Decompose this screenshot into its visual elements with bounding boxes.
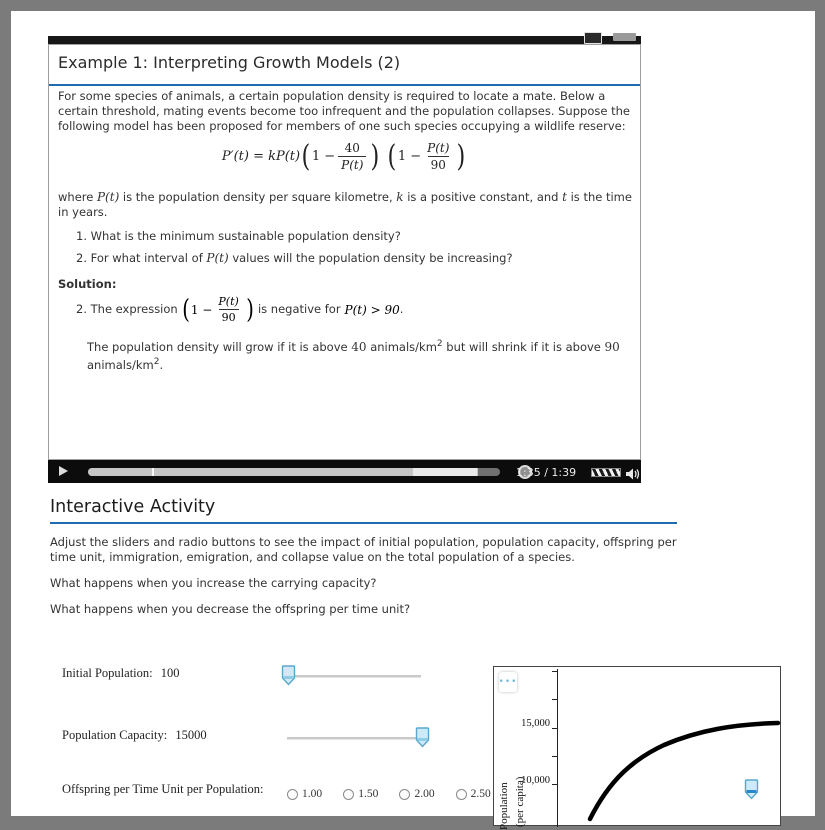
y-tick-label-15000: 15,000 bbox=[521, 718, 550, 729]
question-2: 2. For what interval of P(t) values will the population density be increasing? bbox=[76, 251, 513, 265]
chart-slider-handle[interactable] bbox=[744, 779, 759, 804]
activity-question-2: What happens when you decrease the offspring per time unit? bbox=[50, 602, 411, 616]
y-tick-label-10000: 10,000 bbox=[521, 775, 550, 786]
video-slide bbox=[48, 44, 641, 460]
activity-divider bbox=[50, 522, 677, 524]
video-player[interactable] bbox=[48, 36, 641, 483]
picture-in-picture-icon[interactable] bbox=[584, 32, 602, 44]
population-capacity-slider-handle[interactable] bbox=[415, 727, 430, 752]
activity-intro: Adjust the sliders and radio buttons to see the impact of initial population, population capacity, offspring per time unit, immigration, emigration, and collapse value on the total population of a species. bbox=[50, 535, 677, 564]
offspring-radio-label: Offspring per Time Unit per Population: bbox=[62, 782, 264, 796]
interactive-widget bbox=[11, 630, 815, 830]
paren-open: ( bbox=[301, 138, 311, 174]
population-capacity-value: 15000 bbox=[175, 728, 207, 742]
radio-option[interactable]: 1.00 bbox=[287, 788, 322, 800]
differential-equation bbox=[49, 138, 640, 174]
progress-buffer bbox=[413, 468, 477, 476]
population-capacity-label: Population Capacity: 15000 bbox=[62, 728, 207, 742]
radio-icon[interactable] bbox=[343, 789, 354, 800]
radio-icon[interactable] bbox=[456, 789, 467, 800]
formula-one-minus: 1 − bbox=[397, 149, 422, 164]
radio-icon[interactable] bbox=[287, 789, 298, 800]
fraction-40-over-pt: $\frac{40}{P(t)}$ bbox=[338, 141, 366, 172]
growth-curve bbox=[494, 667, 780, 825]
speaker-icon[interactable] bbox=[626, 465, 640, 484]
activity-question-1: What happens when you increase the carrying capacity? bbox=[50, 576, 377, 590]
initial-population-slider[interactable] bbox=[287, 675, 421, 678]
population-chart[interactable] bbox=[493, 666, 781, 830]
problem-statement: For some species of animals, a certain population density is required to locate a mate. Below a certain threshold, mating events become too infrequent and the population collapses. Suppose the following model has been proposed for members of one such species occupying a wildlife reserve: bbox=[58, 89, 630, 133]
time-display: 1:35 / 1:39 bbox=[516, 466, 577, 479]
radio-option[interactable]: 2.00 bbox=[399, 788, 434, 800]
radio-option[interactable]: 1.50 bbox=[343, 788, 378, 800]
paren-close: ) bbox=[370, 138, 380, 174]
progress-bar[interactable] bbox=[88, 468, 500, 476]
solution-paragraph: The population density will grow if it is above 40 animals/$km^2$ but will shrink if it is above 90 animals/$km^2$. bbox=[87, 339, 620, 372]
formula-lhs: P′(t) = kP(t) bbox=[221, 149, 301, 164]
fraction-pt-over-90: $\frac{P(t)}{90}$ bbox=[218, 295, 239, 324]
model-description: where P(t) is the population density per square kilometre, k is a positive constant, and t is the time in years. bbox=[58, 190, 632, 219]
fraction-pt-over-90: $\frac{P(t)}{90}$ bbox=[427, 141, 450, 172]
solution-label: Solution: bbox=[58, 277, 117, 291]
paren-open: ( bbox=[181, 294, 190, 325]
initial-population-value: 100 bbox=[160, 666, 180, 680]
radio-option[interactable]: 2.50 bbox=[456, 788, 491, 800]
paren-close: ) bbox=[456, 138, 466, 174]
formula-one-minus: 1 − bbox=[311, 149, 336, 164]
page bbox=[11, 11, 815, 830]
title-divider bbox=[49, 84, 640, 86]
radio-icon[interactable] bbox=[399, 789, 410, 800]
population-capacity-slider[interactable] bbox=[287, 737, 421, 740]
initial-population-label: Initial Population: 100 bbox=[62, 666, 180, 680]
offspring-radio-group bbox=[287, 782, 507, 801]
fullscreen-icon[interactable] bbox=[613, 33, 636, 41]
paren-open: ( bbox=[387, 138, 397, 174]
solution-step-2: 2. The expression ( 1 − $\frac{P(t)}{90}$ ) is negative for P(t) > 90 . bbox=[76, 294, 404, 325]
initial-population-slider-handle[interactable] bbox=[281, 665, 296, 690]
video-control-bar bbox=[48, 460, 641, 483]
paren-close: ) bbox=[246, 294, 254, 325]
chart-options-button[interactable]: ••• bbox=[499, 672, 517, 692]
progress-marker bbox=[152, 468, 154, 476]
question-1: 1. What is the minimum sustainable population density? bbox=[76, 229, 401, 243]
volume-slider[interactable] bbox=[591, 468, 621, 477]
slide-title: Example 1: Interpreting Growth Models (2) bbox=[58, 53, 401, 72]
y-axis-label-line1: Population bbox=[498, 782, 510, 830]
video-top-toolbar bbox=[48, 36, 641, 44]
play-icon[interactable] bbox=[59, 466, 68, 476]
y-axis-label-line2: (per capita) bbox=[514, 776, 526, 827]
activity-heading: Interactive Activity bbox=[50, 497, 216, 517]
